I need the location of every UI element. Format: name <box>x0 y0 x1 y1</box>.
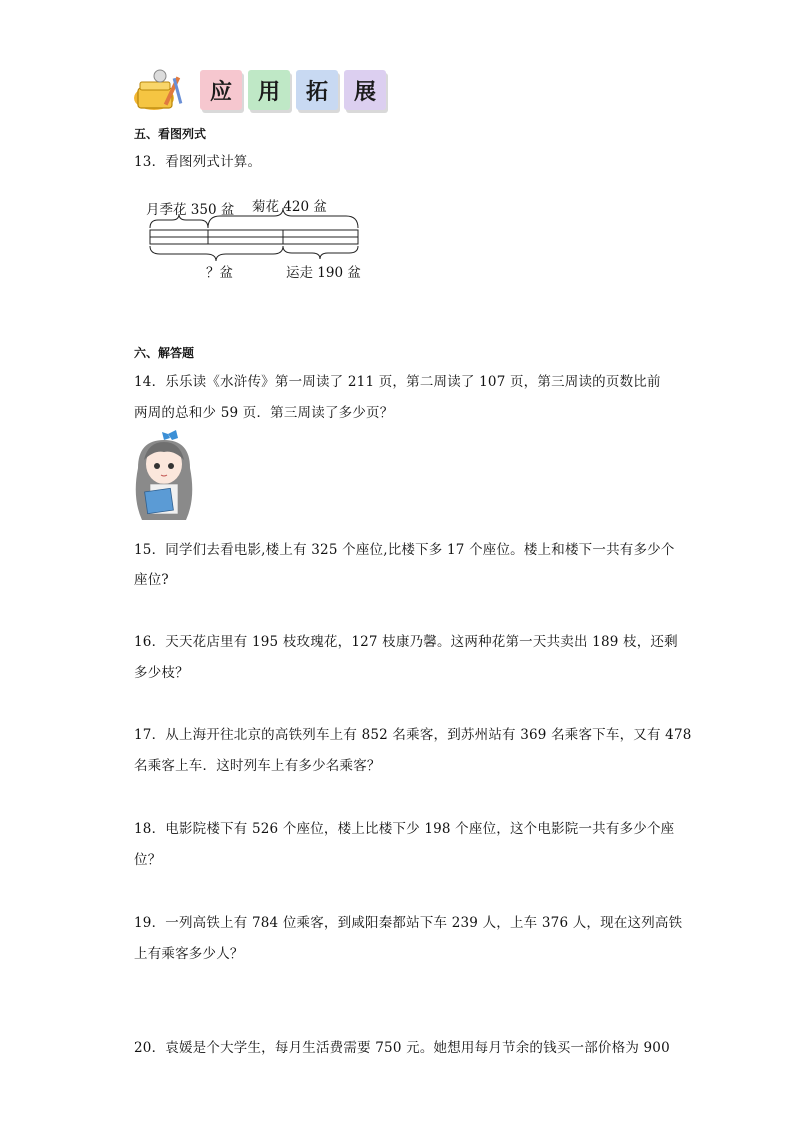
question-20-line-1: 20．袁媛是个大学生，每月生活费需要 750 元。她想用每月节余的钱买一部价格为 900 <box>134 1040 670 1056</box>
question-14-line-2: 两周的总和少 59 页．第三周读了多少页？ <box>134 405 394 421</box>
question-17-line-2: 名乘客上车．这时列车上有多少名乘客？ <box>134 758 381 774</box>
question-19-line-2: 上有乘客多少人？ <box>134 946 244 962</box>
section-title-5: 五、看图列式 <box>134 127 207 141</box>
question-17-line-1: 17．从上海开往北京的高铁列车上有 852 名乘客，到苏州站有 369 名乘客下车，又有 478 <box>134 727 692 743</box>
banner-tile-1: 应 <box>200 70 242 110</box>
question-15-line-1: 15．同学们去看电影,楼上有 325 个座位,比楼下多 17 个座位。楼上和楼下一共有多少个 <box>134 542 675 558</box>
question-19-line-1: 19．一列高铁上有 784 位乘客，到咸阳秦都站下车 239 人，上车 376 人，现在这列高铁 <box>134 915 683 931</box>
diagram-label-chrysanthemum: 菊花 420 盆 <box>252 199 327 215</box>
diagram-label-moved: 运走 190 盆 <box>286 265 361 281</box>
toolbox-icon <box>130 68 196 114</box>
banner-tile-3: 拓 <box>296 70 338 110</box>
girl-reading-illustration <box>128 428 200 524</box>
banner-tile-4: 展 <box>344 70 386 110</box>
diagram-label-question: ？盆 <box>206 265 233 281</box>
question-18-line-1: 18．电影院楼下有 526 个座位，楼上比楼下少 198 个座位，这个电影院一共有多少个座 <box>134 821 675 837</box>
question-18-line-2: 位？ <box>134 852 162 868</box>
question-16-line-1: 16．天天花店里有 195 枝玫瑰花，127 枝康乃馨。这两种花第一天共卖出 189 枝，还剩 <box>134 634 678 650</box>
question-14-line-1: 14．乐乐读《水浒传》第一周读了 211 页，第二周读了 107 页，第三周读的页数比前 <box>134 374 661 390</box>
question-16-line-2: 多少枝？ <box>134 665 189 681</box>
diagram-label-rose: 月季花 350 盆 <box>146 202 235 218</box>
banner-tile-2: 用 <box>248 70 290 110</box>
question-15-line-2: 座位? <box>134 572 169 588</box>
section-title-6: 六、解答题 <box>134 346 195 360</box>
question-13: 13．看图列式计算。 <box>134 154 262 170</box>
section-banner <box>130 68 400 114</box>
